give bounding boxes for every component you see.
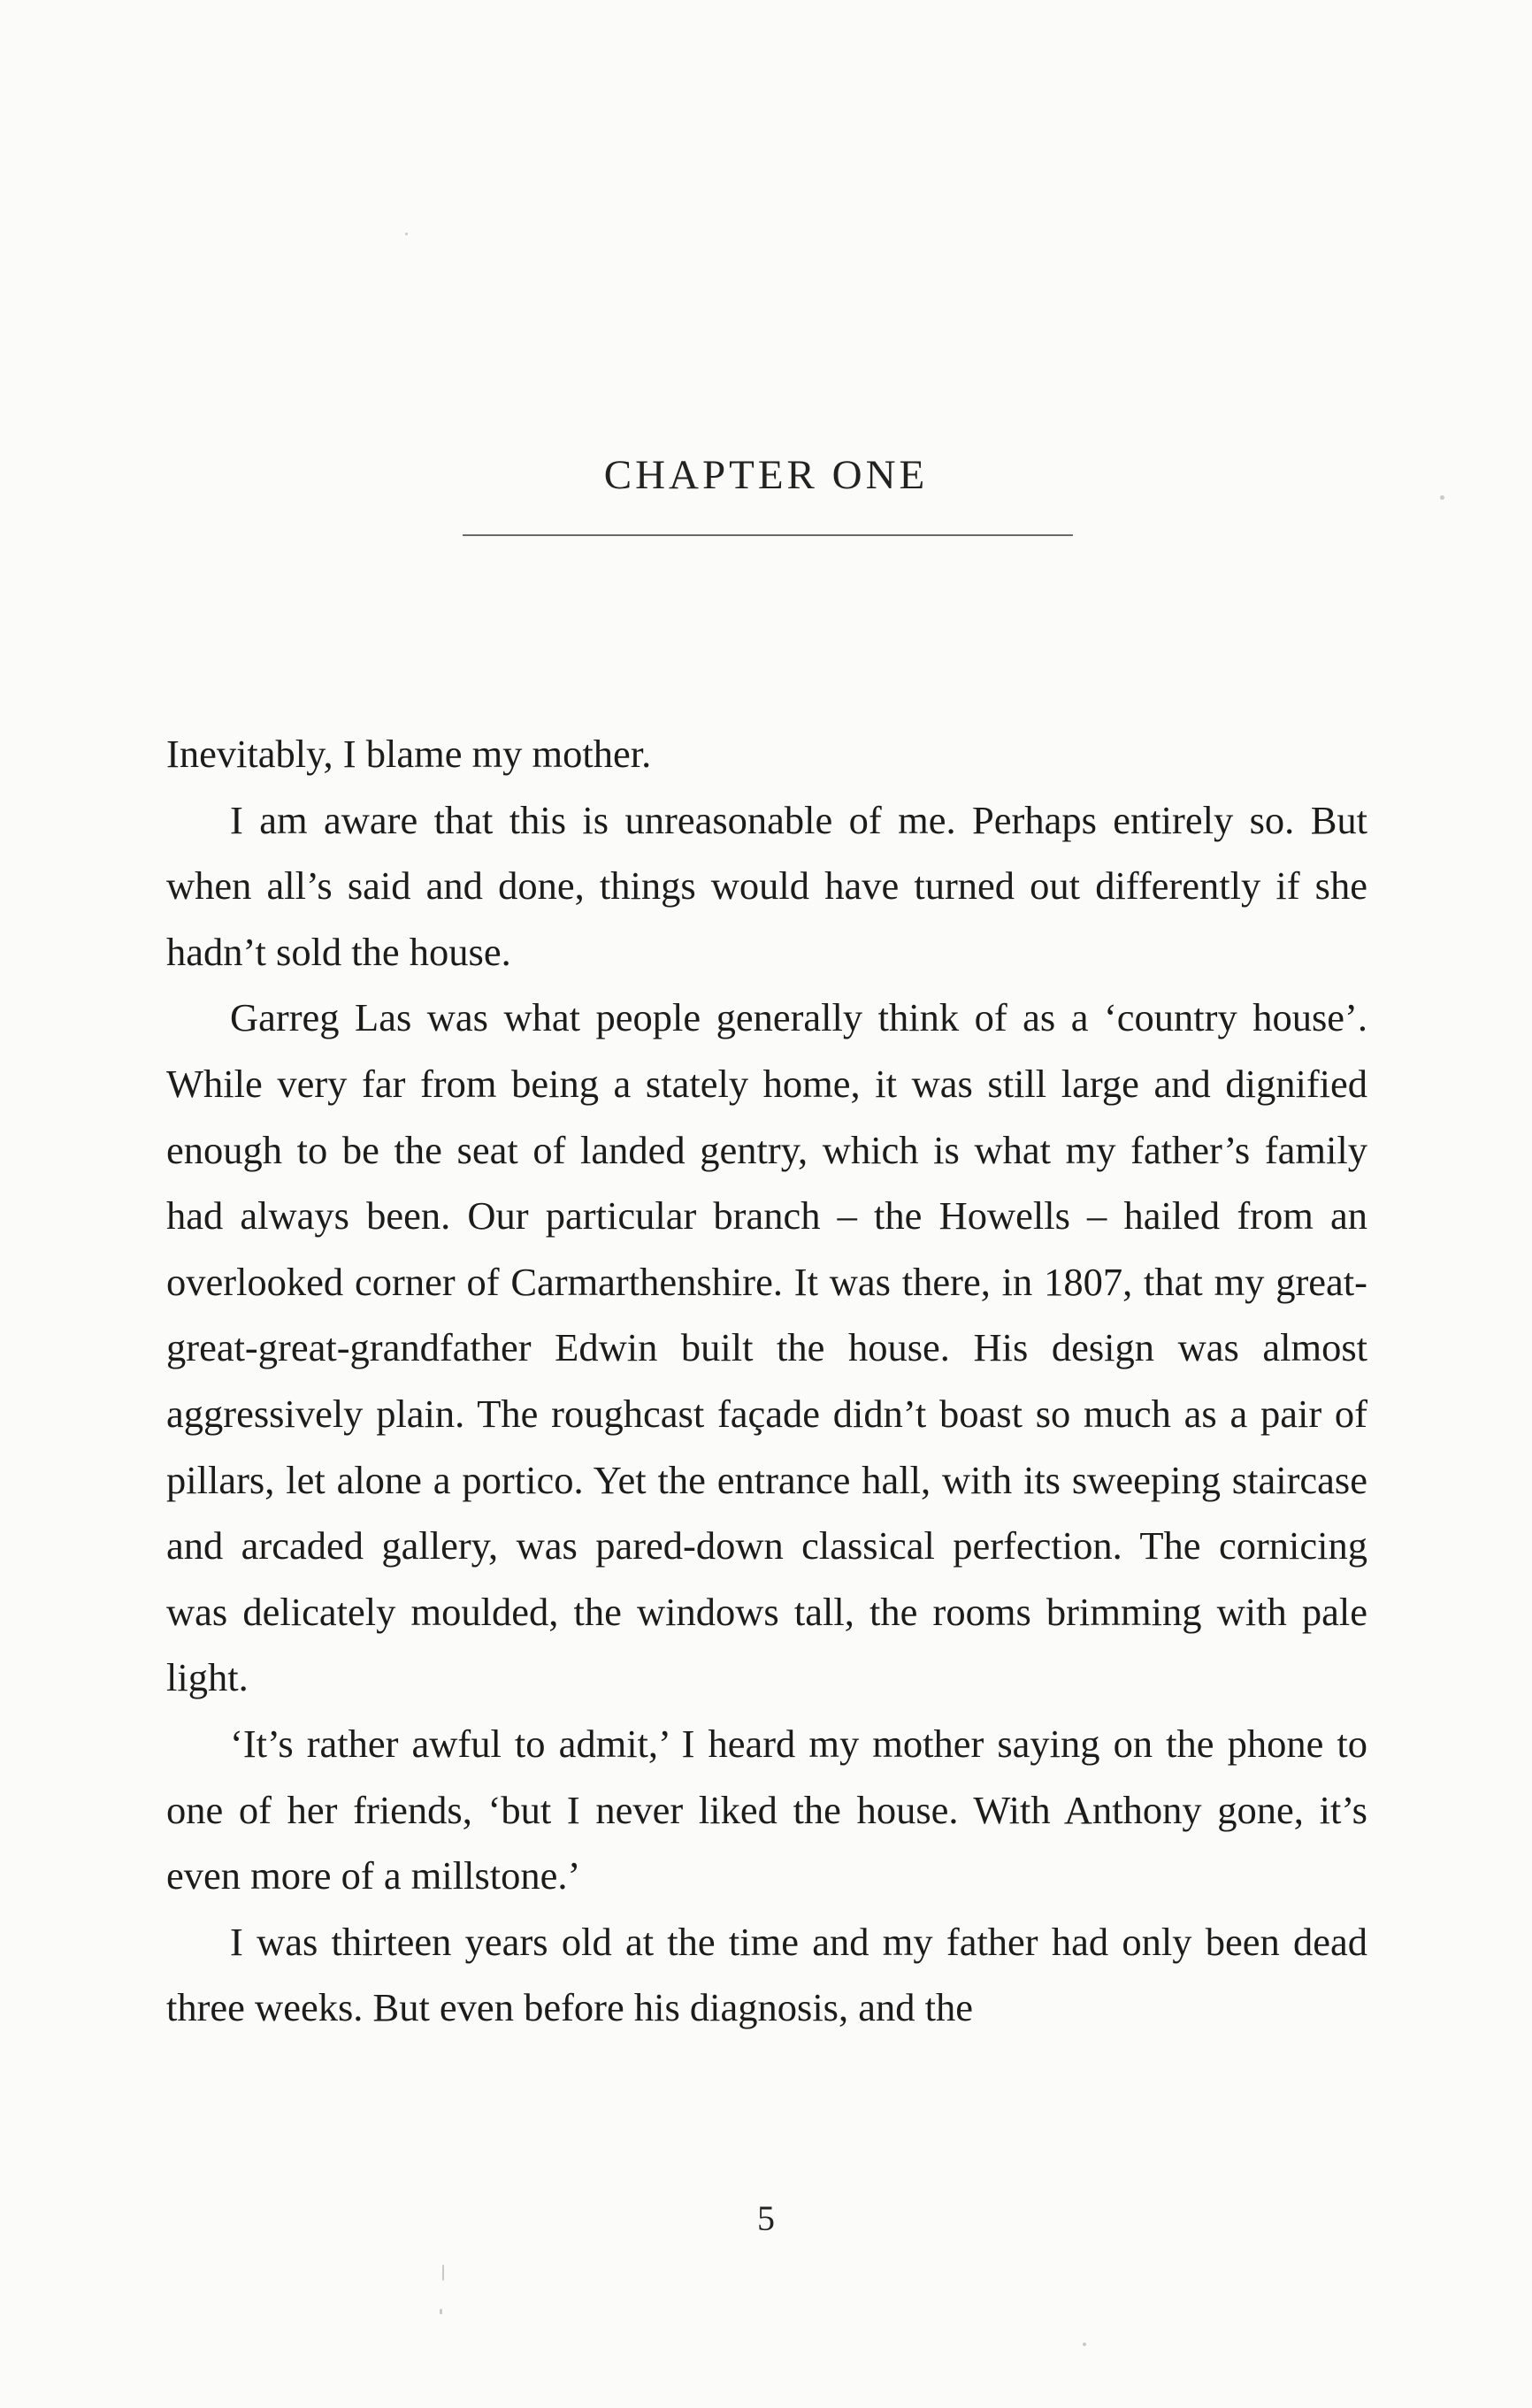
scan-speck	[405, 233, 408, 235]
paragraph-4: ‘It’s rather awful to admit,’ I heard my mother saying on the phone to one of her friends, ‘but I never liked the house. With Anthony gone, it’s even more of a millstone.’	[166, 1721, 1367, 1898]
scan-speck	[1083, 2343, 1086, 2346]
paragraph-5: I was thirteen years old at the time and my father had only been dead three weeks. But even before his diagnosis, and the	[166, 1919, 1367, 2030]
chapter-heading: CHAPTER ONE	[603, 452, 929, 498]
scan-speck	[440, 2309, 442, 2314]
paragraph-3: Garreg Las was what people generally think of as a ‘country house’. While very far from being a stately home, it was still large and dignified enough to be the seat of landed gentry, which is what my father’s family had always been. Our particular branch – the Howells – hailed from an overlooked corner of Carmarthenshire. It was there, in 1807, that my great-great-great-grandfather Edwin built the house. His design was almost aggressively plain. The roughcast façade didn’t boast so much as a pair of pillars, let alone a portico. Yet the entrance hall, with its sweeping staircase and arcaded gallery, was pared-down classical perfection. The cornicing was delicately moulded, the windows tall, the rooms brimming with pale light.	[166, 995, 1367, 1700]
paragraph-1: Inevitably, I blame my mother.	[166, 732, 652, 776]
chapter-body-text	[166, 721, 1367, 2041]
scan-speck	[442, 2265, 444, 2281]
page-number: 5	[757, 2198, 775, 2238]
chapter-heading-rule	[463, 534, 1073, 536]
paragraph-2: I am aware that this is unreasonable of me. Perhaps entirely so. But when all’s said and done, things would have turned out differently if she hadn’t sold the house.	[166, 797, 1367, 974]
scan-speck	[1440, 495, 1444, 500]
